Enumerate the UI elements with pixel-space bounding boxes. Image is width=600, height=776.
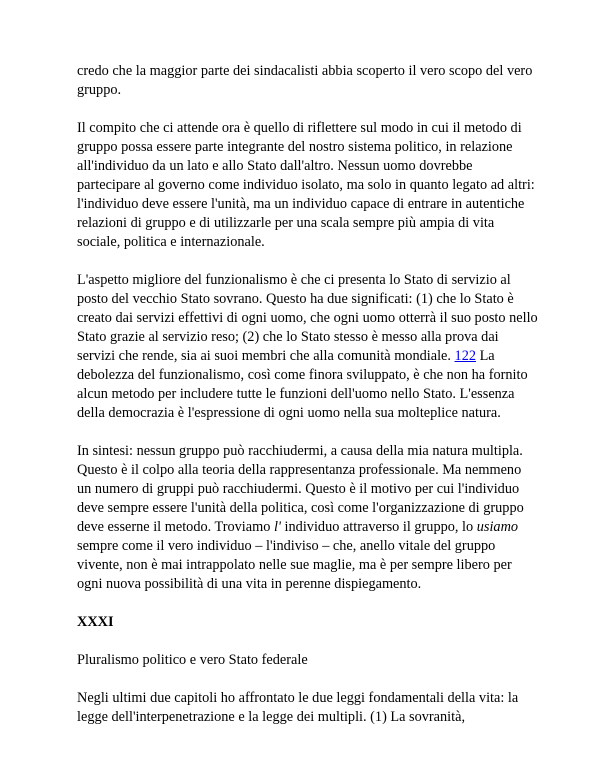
paragraph-two-laws: Negli ultimi due capitoli ho affrontato le due leggi fondamentali della vita: la legge dell'interpenetrazione e la legge dei multipli. (1) La sovranità, [77,690,519,725]
paragraph-synthesis-text-3: sempre come il vero individuo – l'indiviso – che, anello vitale del gruppo vivente, non è mai intrappolato nelle sue maglie, ma è per sempre libero per ogni nuova possibilità di una vita in perenne dispiegamento. [77,538,512,592]
paragraph-continuation: credo che la maggior parte dei sindacalisti abbia scoperto il vero scopo del vero gruppo. [77,63,533,98]
chapter-heading: XXXI [77,614,114,630]
paragraph-synthesis [77,442,539,594]
footnote-link-122[interactable]: 122 [454,348,476,364]
paragraph-functionalism-text-1: L'aspetto migliore del funzionalismo è che ci presenta lo Stato di servizio al posto del vecchio Stato sovrano. Questo ha due significati: (1) che lo Stato è creato dai servizi effettivi di ogni uomo, che ogni uomo otterrà il suo posto nello Stato grazie al servizio reso; (2) che lo Stato stesso è messo alla prova dai servizi che rende, sia ai suoi membri che alla comunità mondiale. [77,272,538,364]
paragraph-functionalism [77,271,539,423]
paragraph-group-method: Il compito che ci attende ora è quello di riflettere sul modo in cui il metodo di gruppo possa essere parte integrante del nostro sistema politico, in relazione all'individuo da un lato e allo Stato dall'altro. Nessun uomo dovrebbe partecipare al governo come individuo isolato, ma solo in quanto legato ad altri: l'individuo deve essere l'unità, ma un individuo capace di entrare in autentiche relazioni di gruppo e di utilizzarle per una scala sempre più ampia di vita sociale, politica e internazionale. [77,120,535,250]
paragraph-synthesis-text-2: individuo attraverso il gruppo, lo [280,519,477,535]
chapter-title: Pluralismo politico e vero Stato federale [77,652,308,668]
emphasis-usiamo: usiamo [476,519,519,535]
emphasis-l: l' [273,519,281,535]
paragraph-functionalism-text-2: La debolezza del funzionalismo, così come finora sviluppato, è che non ha fornito alcun metodo per includere tutte le funzioni dell'uomo nello Stato. L'essenza della democrazia è l'espressione di ogni uomo nella sua molteplice natura. [77,348,528,421]
paragraph-synthesis-text-1: In sintesi: nessun gruppo può racchiudermi, a causa della mia natura multipla. Questo è il colpo alla teoria della rappresentanza professionale. Ma nemmeno un numero di gruppi può racchiudermi. Questo è il motivo per cui l'individuo deve sempre essere l'unità della politica, così come l'organizzazione di gruppo deve esserne il metodo. Troviamo [77,443,524,535]
document-page [77,62,539,746]
